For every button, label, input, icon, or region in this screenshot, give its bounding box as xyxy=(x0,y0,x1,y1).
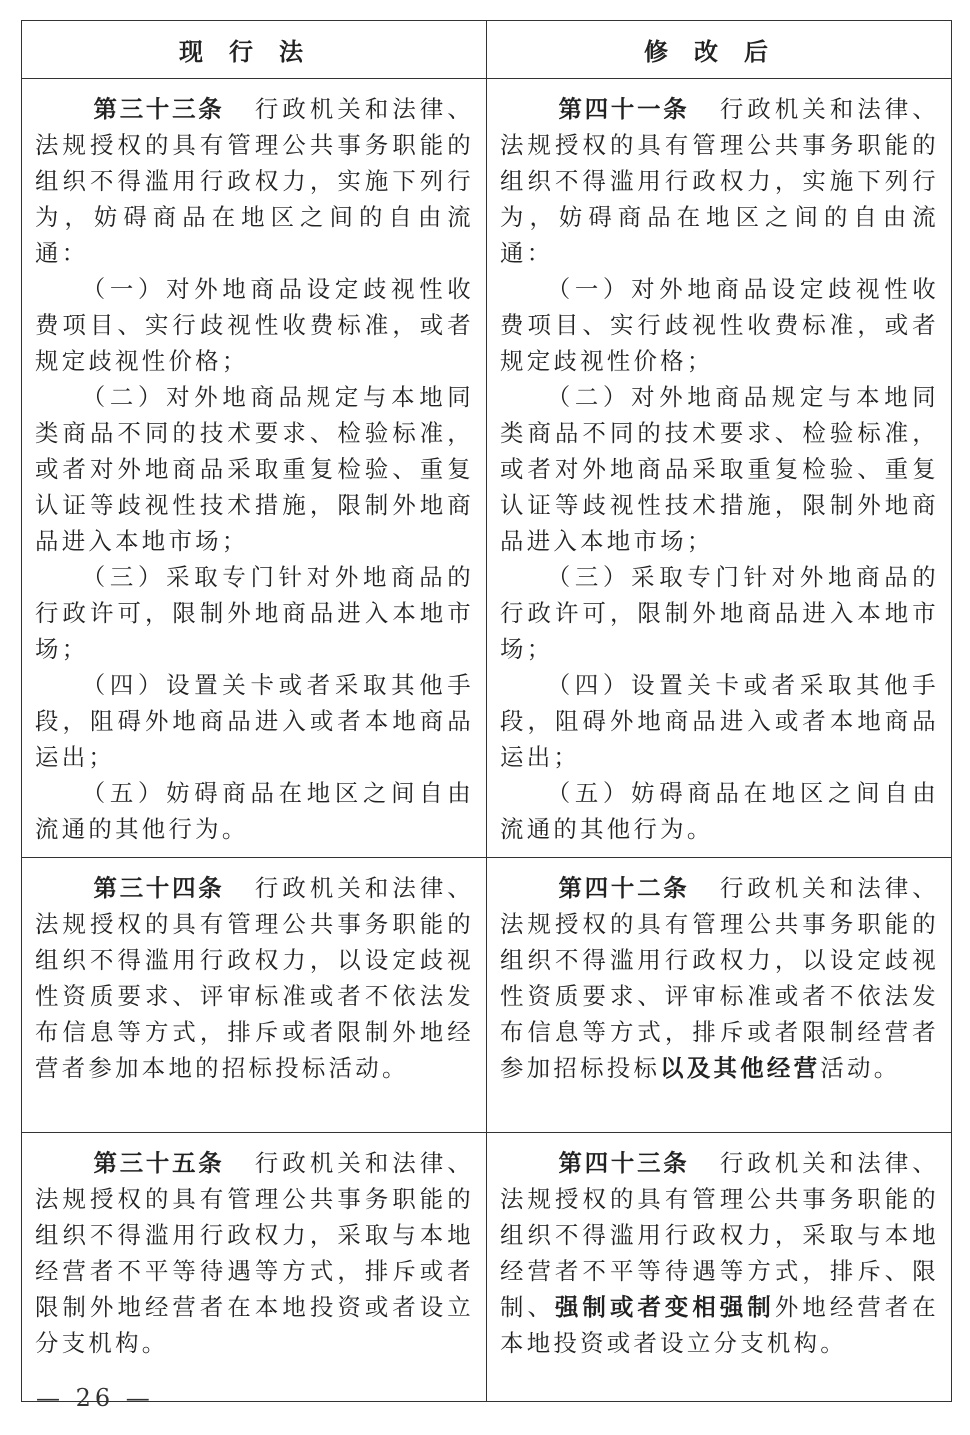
header-amended: 修改后 xyxy=(487,21,952,79)
article-paragraph: 第三十四条 行政机关和法律、法规授权的具有管理公共事务职能的组织不得滥用行政权力，以设定歧视性资质要求、评审标准或者不依法发布信息等方式，排斥或者限制外地经营者参加本地的招标投标活动。 xyxy=(35,874,475,1082)
cell-current-article-35 xyxy=(22,1133,487,1402)
clause-item: （三）采取专门针对外地商品的行政许可，限制外地商品进入本地市场； xyxy=(500,563,939,663)
added-text: 以及其他经营 xyxy=(660,1054,821,1082)
article-paragraph: 第三十三条 行政机关和法律、法规授权的具有管理公共事务职能的组织不得滥用行政权力，实施下列行为，妨碍商品在地区之间的自由流通： xyxy=(35,95,475,267)
table-row xyxy=(22,1133,952,1402)
article-number: 第四十二条 xyxy=(558,874,690,902)
article-number: 第三十四条 xyxy=(93,874,225,902)
cell-current-article-33 xyxy=(22,79,487,858)
table-row xyxy=(22,79,952,858)
article-number: 第三十三条 xyxy=(93,95,225,123)
added-text: 强制或者变相强制 xyxy=(554,1293,775,1321)
clause-item: （一）对外地商品设定歧视性收费项目、实行歧视性收费标准，或者规定歧视性价格； xyxy=(35,275,474,375)
cell-amended-article-42 xyxy=(487,858,952,1133)
clause-item: （五）妨碍商品在地区之间自由流通的其他行为。 xyxy=(500,779,939,843)
page-number: — 26 — xyxy=(36,1384,154,1412)
table-row xyxy=(22,858,952,1133)
article-paragraph: 第四十三条 行政机关和法律、法规授权的具有管理公共事务职能的组织不得滥用行政权力，采取与本地经营者不平等待遇等方式，排斥、限制、强制或者变相强制外地经营者在本地投资或者设立分支机构。 xyxy=(500,1149,940,1357)
header-current-law: 现行法 xyxy=(22,21,487,79)
article-paragraph: 第三十五条 行政机关和法律、法规授权的具有管理公共事务职能的组织不得滥用行政权力，采取与本地经营者不平等待遇等方式，排斥或者限制外地经营者在本地投资或者设立分支机构。 xyxy=(35,1149,475,1357)
article-paragraph: 第四十二条 行政机关和法律、法规授权的具有管理公共事务职能的组织不得滥用行政权力，以设定歧视性资质要求、评审标准或者不依法发布信息等方式，排斥或者限制经营者参加招标投标以及其他经营活动。 xyxy=(500,874,940,1082)
clause-item: （一）对外地商品设定歧视性收费项目、实行歧视性收费标准，或者规定歧视性价格； xyxy=(500,275,939,375)
clause-item: （四）设置关卡或者采取其他手段，阻碍外地商品进入或者本地商品运出； xyxy=(35,671,474,771)
comparison-table xyxy=(21,20,952,1402)
cell-amended-article-41 xyxy=(487,79,952,858)
article-number: 第四十三条 xyxy=(558,1149,690,1177)
clause-item: （三）采取专门针对外地商品的行政许可，限制外地商品进入本地市场； xyxy=(35,563,474,663)
cell-current-article-34 xyxy=(22,858,487,1133)
table-header-row xyxy=(22,21,952,79)
article-number: 第三十五条 xyxy=(93,1149,225,1177)
clause-item: （二）对外地商品规定与本地同类商品不同的技术要求、检验标准，或者对外地商品采取重复检验、重复认证等歧视性技术措施，限制外地商品进入本地市场； xyxy=(500,383,939,555)
clause-item: （五）妨碍商品在地区之间自由流通的其他行为。 xyxy=(35,779,474,843)
cell-amended-article-43 xyxy=(487,1133,952,1402)
article-paragraph: 第四十一条 行政机关和法律、法规授权的具有管理公共事务职能的组织不得滥用行政权力，实施下列行为，妨碍商品在地区之间的自由流通： xyxy=(500,95,940,267)
article-number: 第四十一条 xyxy=(558,95,690,123)
clause-item: （四）设置关卡或者采取其他手段，阻碍外地商品进入或者本地商品运出； xyxy=(500,671,939,771)
clause-item: （二）对外地商品规定与本地同类商品不同的技术要求、检验标准，或者对外地商品采取重复检验、重复认证等歧视性技术措施，限制外地商品进入本地市场； xyxy=(35,383,474,555)
